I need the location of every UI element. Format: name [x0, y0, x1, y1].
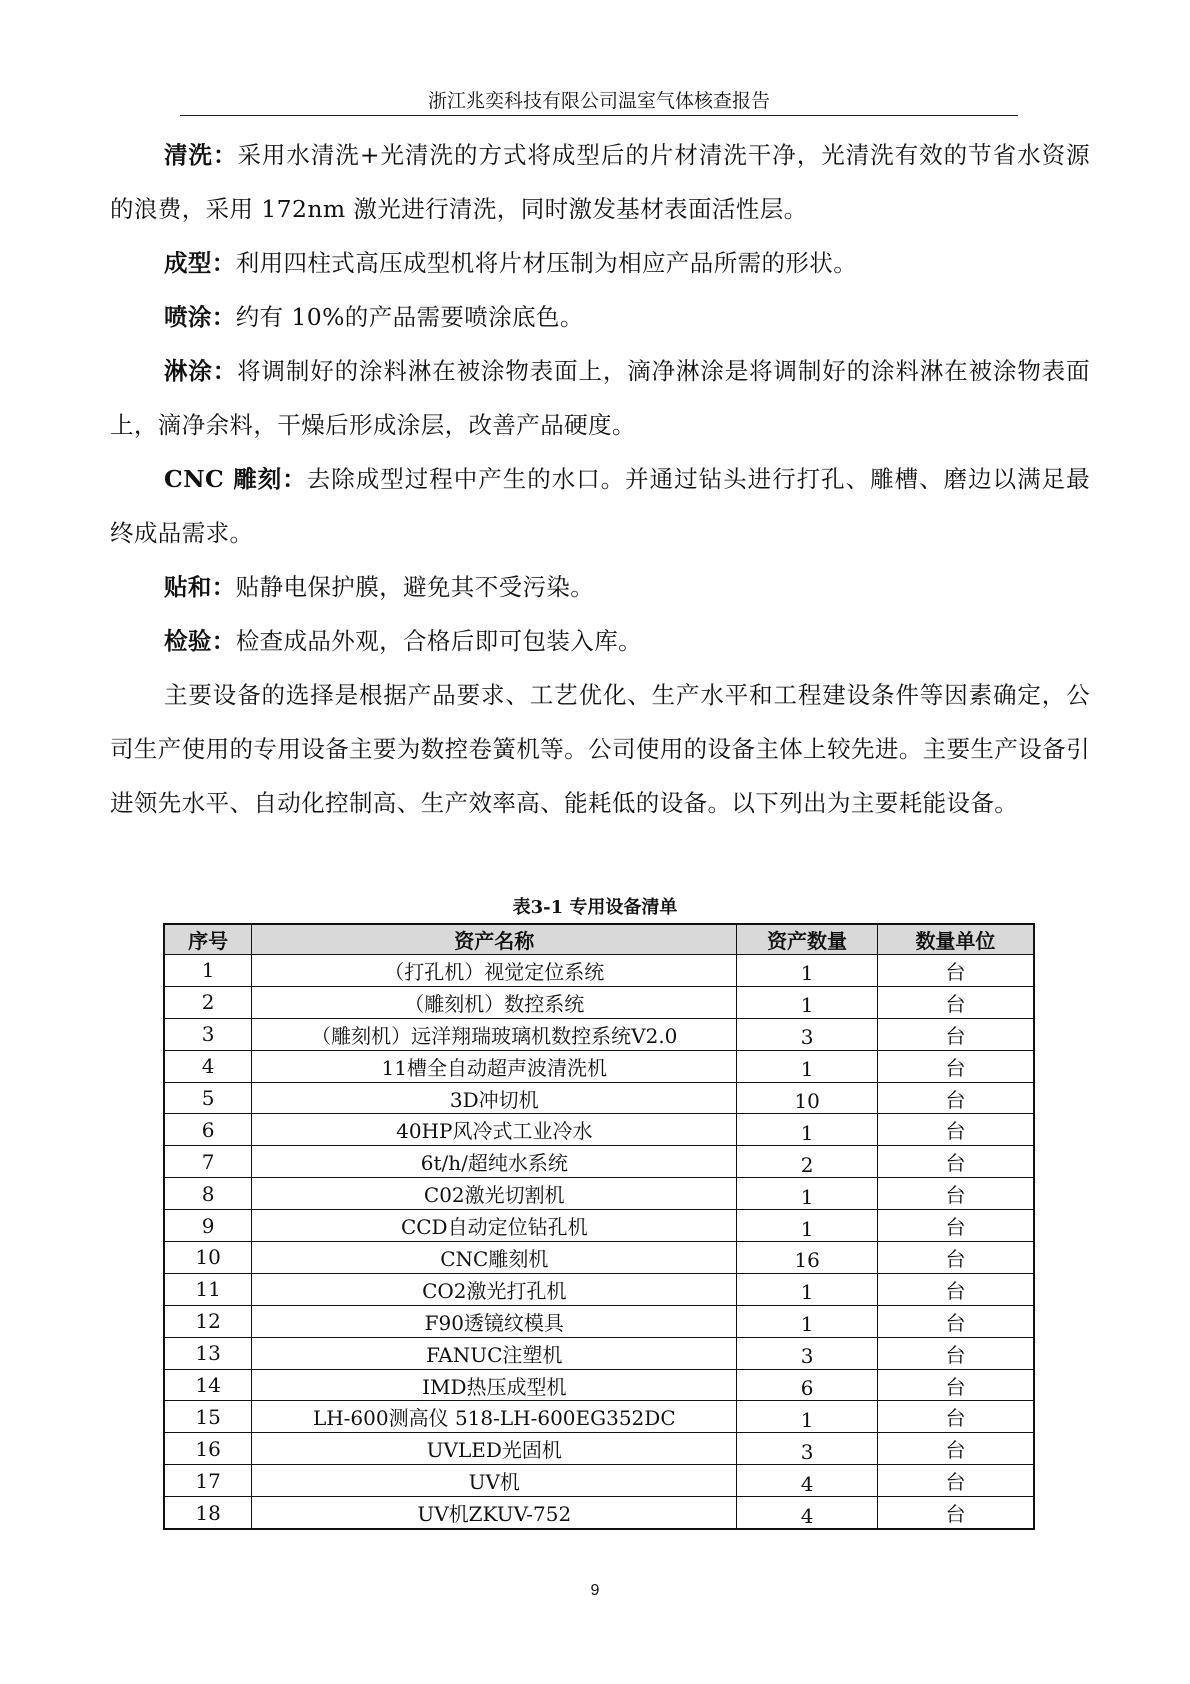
cell-index: 11	[164, 1273, 252, 1305]
equipment-table	[163, 923, 1035, 1530]
cell-index: 5	[164, 1082, 252, 1114]
term-label: 成型：	[164, 249, 236, 277]
term-label: 检验：	[164, 627, 236, 655]
cell-unit: 台	[877, 1082, 1034, 1114]
paragraph-forming	[110, 236, 1090, 290]
cell-asset-name: CO2激光打孔机	[252, 1273, 737, 1305]
cell-unit: 台	[877, 1210, 1034, 1242]
cell-asset-name: UV机ZKUV-752	[252, 1497, 737, 1529]
cell-unit: 台	[877, 1050, 1034, 1082]
paragraph-text: 采用水清洗+光清洗的方式将成型后的片材清洗干净，光清洗有效的节省水资源的浪费，采用 172nm 激光进行清洗，同时激发基材表面活性层。	[110, 141, 1090, 223]
paragraph-text: 利用四柱式高压成型机将片材压制为相应产品所需的形状。	[235, 249, 858, 277]
cell-quantity: 4	[737, 1497, 878, 1529]
paragraph-text: 去除成型过程中产生的水口。并通过钻头进行打孔、雕槽、磨边以满足最终成品需求。	[110, 465, 1090, 547]
term-label: 喷涂：	[164, 303, 236, 331]
cell-quantity: 1	[737, 1050, 878, 1082]
paragraph-cleaning	[110, 128, 1090, 236]
cell-unit: 台	[877, 1337, 1034, 1369]
cell-unit: 台	[877, 1114, 1034, 1146]
cell-index: 9	[164, 1210, 252, 1242]
cell-index: 7	[164, 1146, 252, 1178]
term-label: 淋涂：	[164, 357, 238, 385]
table-row	[164, 1401, 1034, 1433]
cell-asset-name: UV机	[252, 1465, 737, 1497]
table-row	[164, 1082, 1034, 1114]
cell-quantity: 1	[737, 1210, 878, 1242]
table-row	[164, 955, 1034, 987]
cell-asset-name: LH-600测高仪 518-LH-600EG352DC	[252, 1401, 737, 1433]
cell-quantity: 1	[737, 986, 878, 1018]
cell-quantity: 3	[737, 1018, 878, 1050]
cell-index: 1	[164, 955, 252, 987]
table-row	[164, 1210, 1034, 1242]
table-row	[164, 1114, 1034, 1146]
cell-index: 8	[164, 1178, 252, 1210]
cell-index: 15	[164, 1401, 252, 1433]
cell-quantity: 3	[737, 1433, 878, 1465]
cell-index: 12	[164, 1305, 252, 1337]
cell-unit: 台	[877, 1369, 1034, 1401]
header-divider	[180, 115, 1018, 116]
term-label: 清洗：	[164, 141, 238, 169]
cell-unit: 台	[877, 1465, 1034, 1497]
table-row	[164, 1337, 1034, 1369]
paragraph-cnc-engraving	[110, 452, 1090, 560]
cell-unit: 台	[877, 1242, 1034, 1274]
cell-unit: 台	[877, 1401, 1034, 1433]
cell-quantity: 1	[737, 1305, 878, 1337]
cell-quantity: 10	[737, 1082, 878, 1114]
cell-index: 4	[164, 1050, 252, 1082]
table-row	[164, 986, 1034, 1018]
paragraph-text: 约有 10%的产品需要喷涂底色。	[235, 303, 584, 331]
table-row	[164, 1369, 1034, 1401]
table-row	[164, 1497, 1034, 1529]
page-header: 浙江兆奕科技有限公司温室气体核查报告	[427, 90, 770, 112]
header-unit: 数量单位	[877, 924, 1034, 955]
table-row	[164, 1305, 1034, 1337]
table-caption: 表3-1 专用设备清单	[512, 897, 678, 918]
table-row	[164, 1242, 1034, 1274]
term-label: CNC 雕刻：	[164, 465, 307, 493]
cell-asset-name: CNC雕刻机	[252, 1242, 737, 1274]
cell-quantity: 2	[737, 1146, 878, 1178]
cell-unit: 台	[877, 1018, 1034, 1050]
page-number: 9	[590, 1582, 600, 1599]
cell-quantity: 3	[737, 1337, 878, 1369]
table-row	[164, 1433, 1034, 1465]
term-label: 贴和：	[164, 573, 236, 601]
cell-quantity: 1	[737, 1178, 878, 1210]
cell-unit: 台	[877, 1178, 1034, 1210]
paragraph-laminating	[110, 560, 1090, 614]
cell-asset-name: （雕刻机）数控系统	[252, 986, 737, 1018]
cell-unit: 台	[877, 1433, 1034, 1465]
cell-quantity: 1	[737, 1114, 878, 1146]
header-quantity: 资产数量	[737, 924, 878, 955]
cell-unit: 台	[877, 1305, 1034, 1337]
table-header-row	[164, 924, 1034, 955]
cell-quantity: 1	[737, 955, 878, 987]
cell-unit: 台	[877, 986, 1034, 1018]
cell-quantity: 1	[737, 1401, 878, 1433]
cell-unit: 台	[877, 1146, 1034, 1178]
paragraph-text: 检查成品外观，合格后即可包装入库。	[235, 627, 643, 655]
cell-asset-name: 3D冲切机	[252, 1082, 737, 1114]
cell-index: 10	[164, 1242, 252, 1274]
cell-quantity: 6	[737, 1369, 878, 1401]
cell-asset-name: UVLED光固机	[252, 1433, 737, 1465]
table-row	[164, 1018, 1034, 1050]
paragraph-inspection	[110, 614, 1090, 668]
cell-asset-name: FANUC注塑机	[252, 1337, 737, 1369]
paragraph-text: 将调制好的涂料淋在被涂物表面上，滴净淋涂是将调制好的涂料淋在被涂物表面上，滴净余料，干燥后形成涂层，改善产品硬度。	[110, 357, 1091, 439]
table-row	[164, 1146, 1034, 1178]
cell-asset-name: （打孔机）视觉定位系统	[252, 955, 737, 987]
cell-asset-name: CCD自动定位钻孔机	[252, 1210, 737, 1242]
table-row	[164, 1050, 1034, 1082]
cell-quantity: 16	[737, 1242, 878, 1274]
cell-quantity: 1	[737, 1273, 878, 1305]
cell-asset-name: 11槽全自动超声波清洗机	[252, 1050, 737, 1082]
paragraph-spraying	[110, 290, 1090, 344]
paragraph-equipment-intro	[110, 668, 1090, 830]
cell-unit: 台	[877, 1273, 1034, 1305]
table-row	[164, 1465, 1034, 1497]
cell-index: 13	[164, 1337, 252, 1369]
table-row	[164, 1273, 1034, 1305]
paragraph-curtain-coating	[110, 344, 1090, 452]
cell-index: 3	[164, 1018, 252, 1050]
paragraph-text: 贴静电保护膜，避免其不受污染。	[235, 573, 595, 601]
cell-index: 18	[164, 1497, 252, 1529]
cell-index: 17	[164, 1465, 252, 1497]
paragraph-text: 主要设备的选择是根据产品要求、工艺优化、生产水平和工程建设条件等因素确定，公司生产使用的专用设备主要为数控卷簧机等。公司使用的设备主体上较先进。主要生产设备引进领先水平、自动化控制高、生产效率高、能耗低的设备。以下列出为主要耗能设备。	[110, 681, 1090, 817]
cell-index: 14	[164, 1369, 252, 1401]
cell-index: 2	[164, 986, 252, 1018]
cell-asset-name: 6t/h/超纯水系统	[252, 1146, 737, 1178]
cell-unit: 台	[877, 1497, 1034, 1529]
cell-asset-name: C02激光切割机	[252, 1178, 737, 1210]
cell-asset-name: F90透镜纹模具	[252, 1305, 737, 1337]
document-body	[110, 128, 1090, 830]
cell-asset-name: 40HP风冷式工业冷水	[252, 1114, 737, 1146]
cell-asset-name: （雕刻机）远洋翔瑞玻璃机数控系统V2.0	[252, 1018, 737, 1050]
header-asset-name: 资产名称	[252, 924, 737, 955]
cell-quantity: 4	[737, 1465, 878, 1497]
cell-index: 16	[164, 1433, 252, 1465]
header-index: 序号	[164, 924, 252, 955]
table-row	[164, 1178, 1034, 1210]
cell-unit: 台	[877, 955, 1034, 987]
cell-asset-name: IMD热压成型机	[252, 1369, 737, 1401]
cell-index: 6	[164, 1114, 252, 1146]
